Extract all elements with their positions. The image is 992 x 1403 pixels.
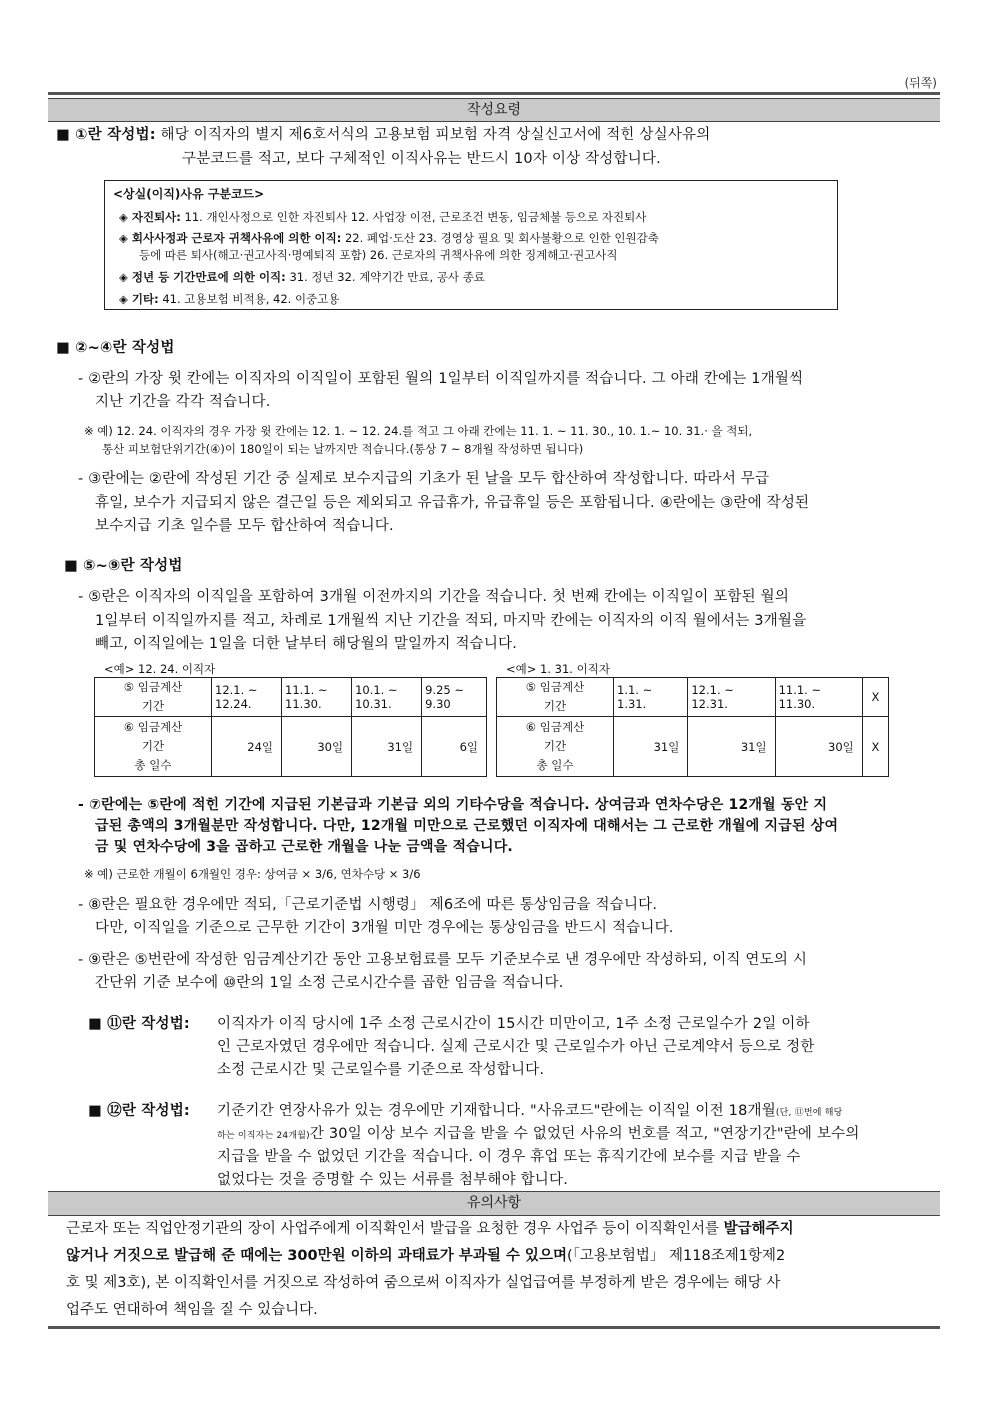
s12-heading: ■ ⑫란 작성법: — [88, 1103, 190, 1119]
notice-line1 — [66, 1216, 794, 1243]
s3-p8-l2: 다만, 이직일을 기준으로 근무한 기간이 3개월 미만 경우에는 통상임금을 반드시 적습니다. — [95, 920, 674, 936]
codebox-item1 — [119, 209, 646, 225]
codebox-title: <상실(이직)사유 구분코드> — [113, 187, 265, 201]
s2-p1-l2: 지난 기간을 각각 적습니다. — [95, 394, 271, 410]
period-end: 11.30. — [285, 697, 322, 711]
notice-bold-text: 않거나 거짓으로 발급해 준 때에는 300만원 이하의 과태료가 부과될 수 있으며 — [66, 1248, 567, 1264]
label-text: ⑤ 임금계산 — [525, 680, 585, 694]
codebox-item1-text: 11. 개인사정으로 인한 자진퇴사 12. 사업장 이전, 근로조건 변동, 임금체불 등으로 자진퇴사 — [184, 210, 647, 224]
s12-l2-text: 간 30일 이상 보수 지급을 받을 수 없었던 사유의 번호를 적고, "연장기간"란에 보수의 — [309, 1126, 860, 1142]
label-text: ⑥ 임금계산 — [525, 720, 585, 734]
loss-code-box — [104, 180, 838, 310]
section-title-notice: 유의사항 — [48, 1191, 940, 1216]
notice-text: (「고용보험법」 제118조제1항제2 — [566, 1248, 786, 1264]
period-start: 1.1. ~ — [617, 683, 653, 697]
s3-p9-l2: 간단위 기준 보수에 ⑩란의 1일 소정 근로시간수를 곱한 임금을 적습니다. — [95, 975, 564, 991]
period-cell — [422, 678, 487, 717]
example2-days-row — [497, 717, 889, 777]
s1-heading: ■ ①란 작성법: — [56, 127, 156, 143]
s3-p7-l2: 급된 총액의 3개월분만 작성합니다. 다만, 12개월 미만으로 근로했던 이직자에 대해서는 그 근로한 개월에 지급된 상여 — [95, 818, 839, 834]
codebox-item1-label: ◈ 자진퇴사: — [119, 210, 181, 224]
s11-heading: ■ ⑪란 작성법: — [88, 1016, 190, 1032]
period-end: 10.31. — [355, 697, 392, 711]
notice-line2 — [66, 1243, 794, 1270]
section-title-instructions: 작성요령 — [48, 98, 940, 122]
example1-caption: <예> 12. 24. 이직자 — [104, 662, 216, 676]
days-cell: 6일 — [422, 717, 487, 777]
period-cell — [688, 678, 775, 717]
period-cell — [352, 678, 422, 717]
example2-table — [496, 677, 889, 777]
period-end: 1.31. — [617, 697, 647, 711]
s2-p2-l2: 휴일, 보수가 지급되지 않은 결근일 등은 제외되고 유급휴가, 유급휴일 등은 포함됩니다. ④란에는 ③란에 작성된 — [95, 495, 810, 511]
s11-l2: 인 근로자였던 경우에만 적습니다. 실제 근로시간 및 근로일수가 아닌 근로계약서 등으로 정한 — [217, 1039, 815, 1055]
notice-line4: 업주도 연대하여 책임을 질 수 있습니다. — [66, 1302, 318, 1318]
s3-p7-l3: 금 및 연차수당에 3을 곱하고 근로한 개월을 나눈 금액을 적습니다. — [95, 839, 513, 855]
label-text: 기간 — [141, 739, 165, 753]
not-applicable-cell: X — [862, 678, 888, 717]
period-cell — [282, 678, 352, 717]
s12-l2 — [217, 1122, 860, 1143]
s2-example-l2: 통산 피보험단위기간(④)이 180일이 되는 날까지만 적습니다.(통상 7 ~ 8개월 작성하면 됩니다) — [102, 442, 584, 456]
days-cell: 30일 — [775, 717, 862, 777]
s3-p1-l1: - ⑤란은 이직자의 이직일을 포함하여 3개월 이전까지의 기간을 적습니다. 첫 번째 칸에는 이직일이 포함된 월의 — [78, 589, 790, 605]
example1-days-row — [95, 717, 487, 777]
s12-l1 — [217, 1099, 843, 1120]
label-text: 기간 — [543, 739, 567, 753]
s3-p7-note: ※ 예) 근로한 개월이 6개월인 경우: 상여금 × 3/6, 연차수당 × 3/6 — [84, 867, 421, 881]
s11-l1: 이직자가 이직 당시에 1주 소정 근로시간이 15시간 미만이고, 1주 소정 근로일수가 2일 이하 — [217, 1016, 810, 1032]
period-start: 11.1. ~ — [778, 683, 822, 697]
notice-bold-text: 발급해주지 — [723, 1221, 794, 1237]
codebox-item3 — [119, 269, 485, 285]
label-text: ⑤ 임금계산 — [123, 680, 183, 694]
codebox-item2-cont: 등에 따른 퇴사(해고·권고사직·명예퇴직 포함) 26. 근로자의 귀책사유에 의한 징계해고·권고사직 — [139, 248, 618, 262]
s2-p1-l1: - ②란의 가장 윗 칸에는 이직자의 이직일이 포함된 월의 1일부터 이직일까지를 적습니다. 그 아래 칸에는 1개월씩 — [78, 371, 804, 387]
period-end: 12.31. — [691, 697, 728, 711]
period-end: 11.30. — [778, 697, 816, 711]
s11-l3: 소정 근로시간 및 근로일수를 기준으로 작성합니다. — [217, 1062, 545, 1078]
period-start: 12.1. ~ — [691, 683, 734, 697]
s2-p2-l1: - ③란에는 ②란에 작성된 기간 중 실제로 보수지급의 기초가 된 날을 모두 합산하여 작성합니다. 따라서 무급 — [78, 471, 770, 487]
days-cell: 31일 — [352, 717, 422, 777]
s2-heading: ■ ②~④란 작성법 — [56, 340, 175, 356]
period-start: 9.25 ~ — [425, 683, 464, 697]
codebox-item3-label: ◈ 정년 등 기간만료에 의한 이직: — [119, 270, 286, 284]
days-cell: 31일 — [614, 717, 688, 777]
example2-days-label — [497, 717, 614, 777]
s1-line1 — [56, 123, 710, 144]
s12-l3: 지급을 받을 수 없었던 기간을 적습니다. 이 경우 휴업 또는 휴직기간에 보수를 지급 받을 수 — [217, 1149, 801, 1165]
s2-example-l1: ※ 예) 12. 24. 이직자의 경우 가장 윗 칸에는 12. 1. ~ 12. 24.를 적고 그 아래 칸에는 11. 1. ~ 11. 30., 10. 1.~ 10. 31.· 을 적되, — [84, 424, 753, 438]
example1-days-label — [95, 717, 212, 777]
period-start: 10.1. ~ — [355, 683, 398, 697]
label-text: 기간 — [141, 699, 165, 713]
codebox-item4 — [119, 291, 339, 307]
codebox-item2-label: ◈ 회사사정과 근로자 귀책사유에 의한 이직: — [119, 231, 342, 245]
s2-p2-l3: 보수지급 기초 일수를 모두 합산하여 적습니다. — [95, 518, 394, 534]
label-text: 총 일수 — [134, 758, 172, 772]
example2-period-label — [497, 678, 614, 717]
notice-block — [66, 1216, 794, 1324]
s3-p9-l1: - ⑨란은 ⑤번란에 작성한 임금계산기간 동안 고용보험료를 모두 기준보수로 낸 경우에만 작성하되, 이직 연도의 시 — [78, 952, 808, 968]
codebox-item2-text: 22. 폐업·도산 23. 경영상 필요 및 회사불황으로 인한 인원감축 — [344, 231, 659, 245]
s3-p8-l1: - ⑧란은 필요한 경우에만 적되,「근로기준법 시행령」 제6조에 따른 통상임금을 적습니다. — [78, 897, 658, 913]
s12-l2-small: 하는 이직자는 24개월) — [217, 1131, 310, 1141]
s12-l4: 없었다는 것을 증명할 수 있는 서류를 첨부해야 합니다. — [217, 1172, 569, 1188]
s3-p7-l1: - ⑦란에는 ⑤란에 적힌 기간에 지급된 기본급과 기본급 외의 기타수당을 적습니다. 상여금과 연차수당은 12개월 동안 지 — [78, 797, 828, 813]
period-end: 9.30 — [425, 697, 451, 711]
page-side-note: (뒤쪽) — [904, 76, 937, 90]
example1-table — [94, 677, 487, 777]
s1-line2: 구분코드를 적고, 보다 구체적인 이직사유는 반드시 10자 이상 작성합니다. — [182, 151, 661, 167]
s3-p1-l3: 빼고, 이직일에는 1일을 더한 날부터 해당월의 말일까지 적습니다. — [95, 636, 518, 652]
not-applicable-cell: X — [862, 717, 888, 777]
period-cell — [614, 678, 688, 717]
codebox-item3-text: 31. 정년 32. 계약기간 만료, 공사 종료 — [289, 270, 485, 284]
period-cell — [212, 678, 282, 717]
period-cell — [775, 678, 862, 717]
top-rule — [48, 92, 940, 95]
s12-l1-text: 기준기간 연장사유가 있는 경우에만 기재합니다. "사유코드"란에는 이직일 이전 18개월 — [217, 1103, 776, 1119]
days-cell: 24일 — [212, 717, 282, 777]
codebox-item4-text: 41. 고용보험 비적용, 42. 이중고용 — [162, 292, 340, 306]
example1-period-label — [95, 678, 212, 717]
notice-text: 근로자 또는 직업안정기관의 장이 사업주에게 이직확인서 발급을 요청한 경우 사업주 등이 이직확인서를 — [66, 1221, 724, 1237]
s3-heading: ■ ⑤~⑨란 작성법 — [64, 558, 183, 574]
label-text: 총 일수 — [536, 758, 574, 772]
period-start: 12.1. ~ — [215, 683, 258, 697]
codebox-item2 — [119, 230, 659, 246]
s3-p1-l2: 1일부터 이직일까지를 적고, 차례로 1개월씩 지난 기간을 적되, 마지막 칸에는 이직자의 이직 월에서는 3개월을 — [95, 613, 807, 629]
label-text: ⑥ 임금계산 — [123, 720, 183, 734]
codebox-item4-label: ◈ 기타: — [119, 292, 159, 306]
notice-line3: 호 및 제3호), 본 이직확인서를 거짓으로 작성하여 줌으로써 이직자가 실업급여를 부정하게 받은 경우에는 해당 사 — [66, 1275, 781, 1291]
bottom-rule — [48, 1326, 940, 1329]
s12-l1-small: (단, ⑪번에 해당 — [775, 1108, 843, 1118]
days-cell: 31일 — [688, 717, 775, 777]
period-start: 11.1. ~ — [285, 683, 328, 697]
example1-period-row — [95, 678, 487, 717]
period-end: 12.24. — [215, 697, 252, 711]
label-text: 기간 — [543, 699, 567, 713]
example2-caption: <예> 1. 31. 이직자 — [506, 662, 610, 676]
example2-period-row — [497, 678, 889, 717]
days-cell: 30일 — [282, 717, 352, 777]
s1-text1: 해당 이직자의 별지 제6호서식의 고용보험 피보험 자격 상실신고서에 적힌 상실사유의 — [160, 127, 711, 143]
